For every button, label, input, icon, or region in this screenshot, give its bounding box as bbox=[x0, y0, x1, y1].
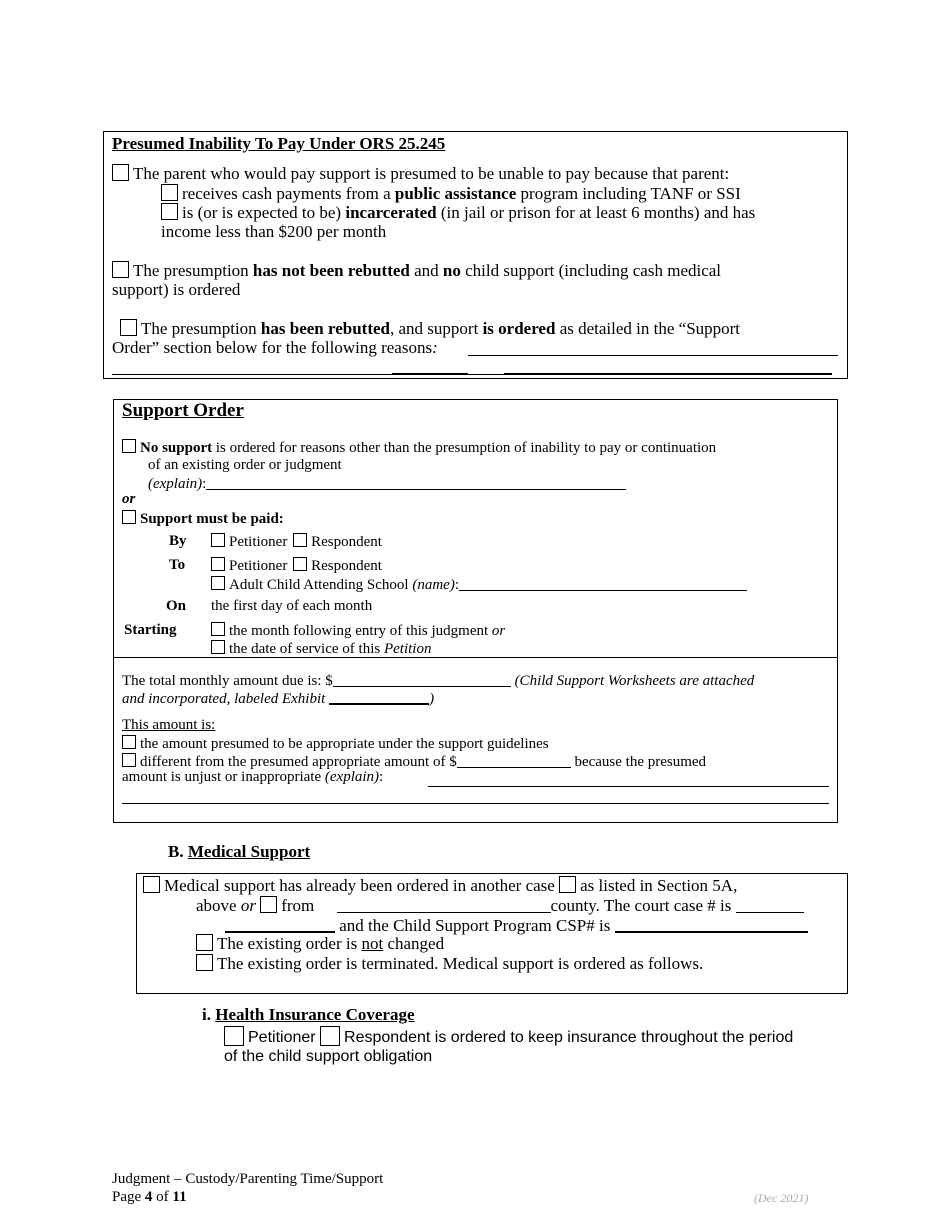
total-amount-label: The total monthly amount due is: $ bbox=[122, 673, 333, 689]
must-be-paid-checkbox[interactable] bbox=[122, 510, 136, 524]
county-field[interactable] bbox=[337, 895, 551, 913]
incarcerated-text: is (or is expected to be) bbox=[182, 203, 346, 222]
presumed-intro-text: The parent who would pay support is presumed to be unable to pay because that parent: bbox=[133, 164, 730, 183]
amount-opt1-row bbox=[122, 735, 549, 753]
starting-service-label: the date of service of this bbox=[229, 641, 384, 657]
from-label: from bbox=[281, 896, 315, 915]
no-support-row bbox=[122, 439, 716, 457]
exhibit-paren: ) bbox=[429, 691, 435, 707]
incarcerated-line2: income less than $200 per month bbox=[161, 222, 387, 241]
by-petitioner-label: Petitioner bbox=[229, 534, 288, 550]
public-assistance-text: receives cash payments from a bbox=[182, 184, 395, 203]
page-number: 4 bbox=[144, 1189, 153, 1205]
starting-opt1-row bbox=[211, 622, 505, 640]
amount-different-field[interactable] bbox=[457, 752, 571, 768]
starting-label: Starting bbox=[124, 622, 177, 638]
public-assistance-tail: program including TANF or SSI bbox=[516, 184, 741, 203]
rebutted-text: The presumption bbox=[141, 319, 261, 338]
exhibit-label: and incorporated, labeled Exhibit bbox=[122, 691, 326, 707]
rebutted-checkbox[interactable] bbox=[120, 319, 137, 336]
not-changed-row bbox=[196, 934, 444, 954]
to-respondent-checkbox[interactable] bbox=[293, 557, 307, 571]
adult-child-checkbox[interactable] bbox=[211, 576, 225, 590]
amount-presumed-checkbox[interactable] bbox=[122, 735, 136, 749]
medical-heading-row bbox=[168, 842, 310, 862]
explain-label: (explain) bbox=[148, 476, 203, 492]
not-rebutted-checkbox[interactable] bbox=[112, 261, 129, 278]
footer-date: (Dec 2021) bbox=[754, 1191, 809, 1205]
section-5a-checkbox[interactable] bbox=[559, 876, 576, 893]
no-support-bold: No support bbox=[140, 440, 213, 456]
terminated-checkbox[interactable] bbox=[196, 954, 213, 971]
support-order-heading: Support Order bbox=[122, 400, 244, 421]
no-support-text: is ordered for reasons other than the presumption of inability to pay or continuation bbox=[212, 440, 717, 456]
adult-child-label: Adult Child Attending School bbox=[229, 577, 413, 593]
page-word: Page bbox=[112, 1189, 145, 1205]
court-case-label: county. The court case # is bbox=[550, 896, 732, 915]
not-word: not bbox=[361, 934, 384, 953]
amount-different-tail: because the presumed bbox=[570, 754, 707, 770]
starting-month-label: the month following entry of this judgment bbox=[229, 623, 492, 639]
csp-label: and the Child Support Program CSP# is bbox=[335, 916, 615, 935]
medical-line3 bbox=[225, 914, 808, 936]
amount-explain-colon: : bbox=[379, 769, 384, 785]
presumed-intro-row bbox=[112, 164, 729, 184]
not-rebutted-mid: and bbox=[409, 261, 443, 280]
rebutted-colon: : bbox=[432, 338, 438, 357]
not-rebutted-line2: support) is ordered bbox=[112, 280, 241, 299]
adult-child-row bbox=[211, 575, 747, 594]
amount-presumed-label: the amount presumed to be appropriate under the support guidelines bbox=[140, 736, 549, 752]
on-label: On bbox=[166, 598, 187, 614]
by-respondent-label: Respondent bbox=[311, 534, 382, 550]
public-assistance-bold: public assistance bbox=[394, 184, 517, 203]
adult-child-name-field[interactable] bbox=[459, 575, 747, 591]
health-petitioner-checkbox[interactable] bbox=[224, 1026, 244, 1046]
public-assistance-row bbox=[161, 184, 741, 204]
must-be-paid-label: Support must be paid: bbox=[140, 511, 284, 527]
on-value: the first day of each month bbox=[211, 598, 373, 614]
total-amount-field[interactable] bbox=[333, 671, 511, 687]
health-line2: of the child support obligation bbox=[224, 1048, 433, 1065]
health-num: i. bbox=[202, 1005, 211, 1024]
terminated-label: The existing order is terminated. Medical support is ordered as follows. bbox=[217, 954, 704, 973]
health-respondent-checkbox[interactable] bbox=[320, 1026, 340, 1046]
or-label: or bbox=[122, 491, 136, 507]
presumed-checkbox[interactable] bbox=[112, 164, 129, 181]
section-5a-label: as listed in Section 5A, bbox=[580, 876, 738, 895]
of-word: of bbox=[152, 1189, 173, 1205]
to-options bbox=[211, 557, 382, 575]
terminated-row bbox=[196, 954, 703, 974]
amount-is-label: This amount is: bbox=[122, 717, 216, 733]
to-respondent-label: Respondent bbox=[311, 558, 382, 574]
rebutted-reasons-label: Order” section below for the following reasons bbox=[112, 338, 433, 357]
not-rebutted-row bbox=[112, 261, 721, 281]
to-label: To bbox=[169, 557, 186, 573]
explain-colon: : bbox=[202, 476, 207, 492]
rebutted-tail: as detailed in the “Support bbox=[555, 319, 741, 338]
presumed-heading: Presumed Inability To Pay Under ORS 25.245 bbox=[112, 134, 446, 153]
support-divider bbox=[114, 657, 837, 658]
not-rebutted-text: The presumption bbox=[133, 261, 253, 280]
medical-letter: B. bbox=[168, 842, 184, 861]
explain-field[interactable] bbox=[206, 474, 626, 490]
by-respondent-checkbox[interactable] bbox=[293, 533, 307, 547]
amount-explain-line-1[interactable] bbox=[428, 786, 829, 787]
not-rebutted-tail: child support (including cash medical bbox=[460, 261, 722, 280]
medical-line1 bbox=[143, 876, 737, 896]
health-respondent-label: Respondent is ordered to keep insurance throughout the period bbox=[344, 1029, 794, 1046]
by-label: By bbox=[169, 533, 187, 549]
presumed-inability-box bbox=[103, 131, 848, 379]
not-changed-label: The existing order is bbox=[217, 934, 362, 953]
amount-different-checkbox[interactable] bbox=[122, 753, 136, 767]
incarcerated-row bbox=[161, 203, 755, 223]
to-petitioner-label: Petitioner bbox=[229, 558, 288, 574]
medical-heading: Medical Support bbox=[187, 842, 311, 861]
incarcerated-bold: incarcerated bbox=[345, 203, 437, 222]
footer-title: Judgment – Custody/Parenting Time/Support bbox=[112, 1171, 384, 1187]
starting-petition-label: Petition bbox=[383, 641, 432, 657]
page-total: 11 bbox=[172, 1189, 187, 1205]
medical-line2 bbox=[196, 895, 804, 916]
rebutted-bold: has been rebutted bbox=[260, 319, 391, 338]
medical-or: or bbox=[240, 896, 256, 915]
health-heading-row bbox=[202, 1005, 415, 1025]
incarcerated-checkbox[interactable] bbox=[161, 203, 178, 220]
reasons-line-2-bold-b bbox=[504, 373, 832, 375]
worksheets-note: (Child Support Worksheets are attached bbox=[514, 673, 755, 689]
court-case-field[interactable] bbox=[736, 895, 804, 913]
court-case-field-cont[interactable] bbox=[225, 914, 335, 933]
rebutted-ordered: is ordered bbox=[482, 319, 556, 338]
medical-ordered-checkbox[interactable] bbox=[143, 876, 160, 893]
no-support-line2: of an existing order or judgment bbox=[148, 457, 342, 473]
exhibit-row bbox=[122, 688, 434, 708]
incarcerated-tail: (in jail or prison for at least 6 months) and has bbox=[436, 203, 756, 222]
medical-support-box bbox=[136, 873, 848, 994]
medical-ordered-label: Medical support has already been ordered in another case bbox=[164, 876, 555, 895]
not-rebutted-no: no bbox=[442, 261, 461, 280]
no-support-checkbox[interactable] bbox=[122, 439, 136, 453]
rebutted-line2 bbox=[112, 338, 438, 358]
not-changed-checkbox[interactable] bbox=[196, 934, 213, 951]
other-county-checkbox[interactable] bbox=[260, 896, 277, 913]
health-heading: Health Insurance Coverage bbox=[215, 1005, 415, 1024]
above-label: above bbox=[196, 896, 241, 915]
health-petitioner-label: Petitioner bbox=[248, 1029, 316, 1046]
must-be-paid-row bbox=[122, 510, 284, 528]
footer-page bbox=[112, 1189, 187, 1206]
by-options bbox=[211, 533, 382, 551]
amount-unjust-label: amount is unjust or inappropriate bbox=[122, 769, 325, 785]
no-support-explain-row bbox=[148, 474, 626, 493]
amount-explain-row bbox=[122, 769, 383, 786]
not-changed-tail: changed bbox=[383, 934, 445, 953]
starting-opt2-row bbox=[211, 640, 431, 658]
rebutted-row bbox=[120, 319, 740, 339]
health-line1 bbox=[224, 1026, 793, 1047]
starting-service-checkbox[interactable] bbox=[211, 640, 225, 654]
public-assistance-checkbox[interactable] bbox=[161, 184, 178, 201]
rebutted-mid: , and support bbox=[390, 319, 483, 338]
to-petitioner-checkbox[interactable] bbox=[211, 557, 225, 571]
support-order-box bbox=[113, 399, 838, 823]
amount-explain-line-2[interactable] bbox=[122, 803, 829, 804]
starting-or: or bbox=[491, 623, 506, 639]
not-rebutted-bold: has not been rebutted bbox=[252, 261, 410, 280]
amount-different-label: different from the presumed appropriate amount of $ bbox=[140, 754, 457, 770]
starting-month-checkbox[interactable] bbox=[211, 622, 225, 636]
by-petitioner-checkbox[interactable] bbox=[211, 533, 225, 547]
adult-child-colon: : bbox=[454, 577, 459, 593]
reasons-line-2-bold-a bbox=[392, 373, 468, 375]
adult-child-name-label: (name) bbox=[412, 577, 455, 593]
amount-explain-label: (explain) bbox=[324, 769, 380, 785]
exhibit-field[interactable] bbox=[329, 688, 429, 705]
reasons-line-1[interactable] bbox=[468, 355, 838, 356]
csp-field[interactable] bbox=[615, 914, 808, 933]
